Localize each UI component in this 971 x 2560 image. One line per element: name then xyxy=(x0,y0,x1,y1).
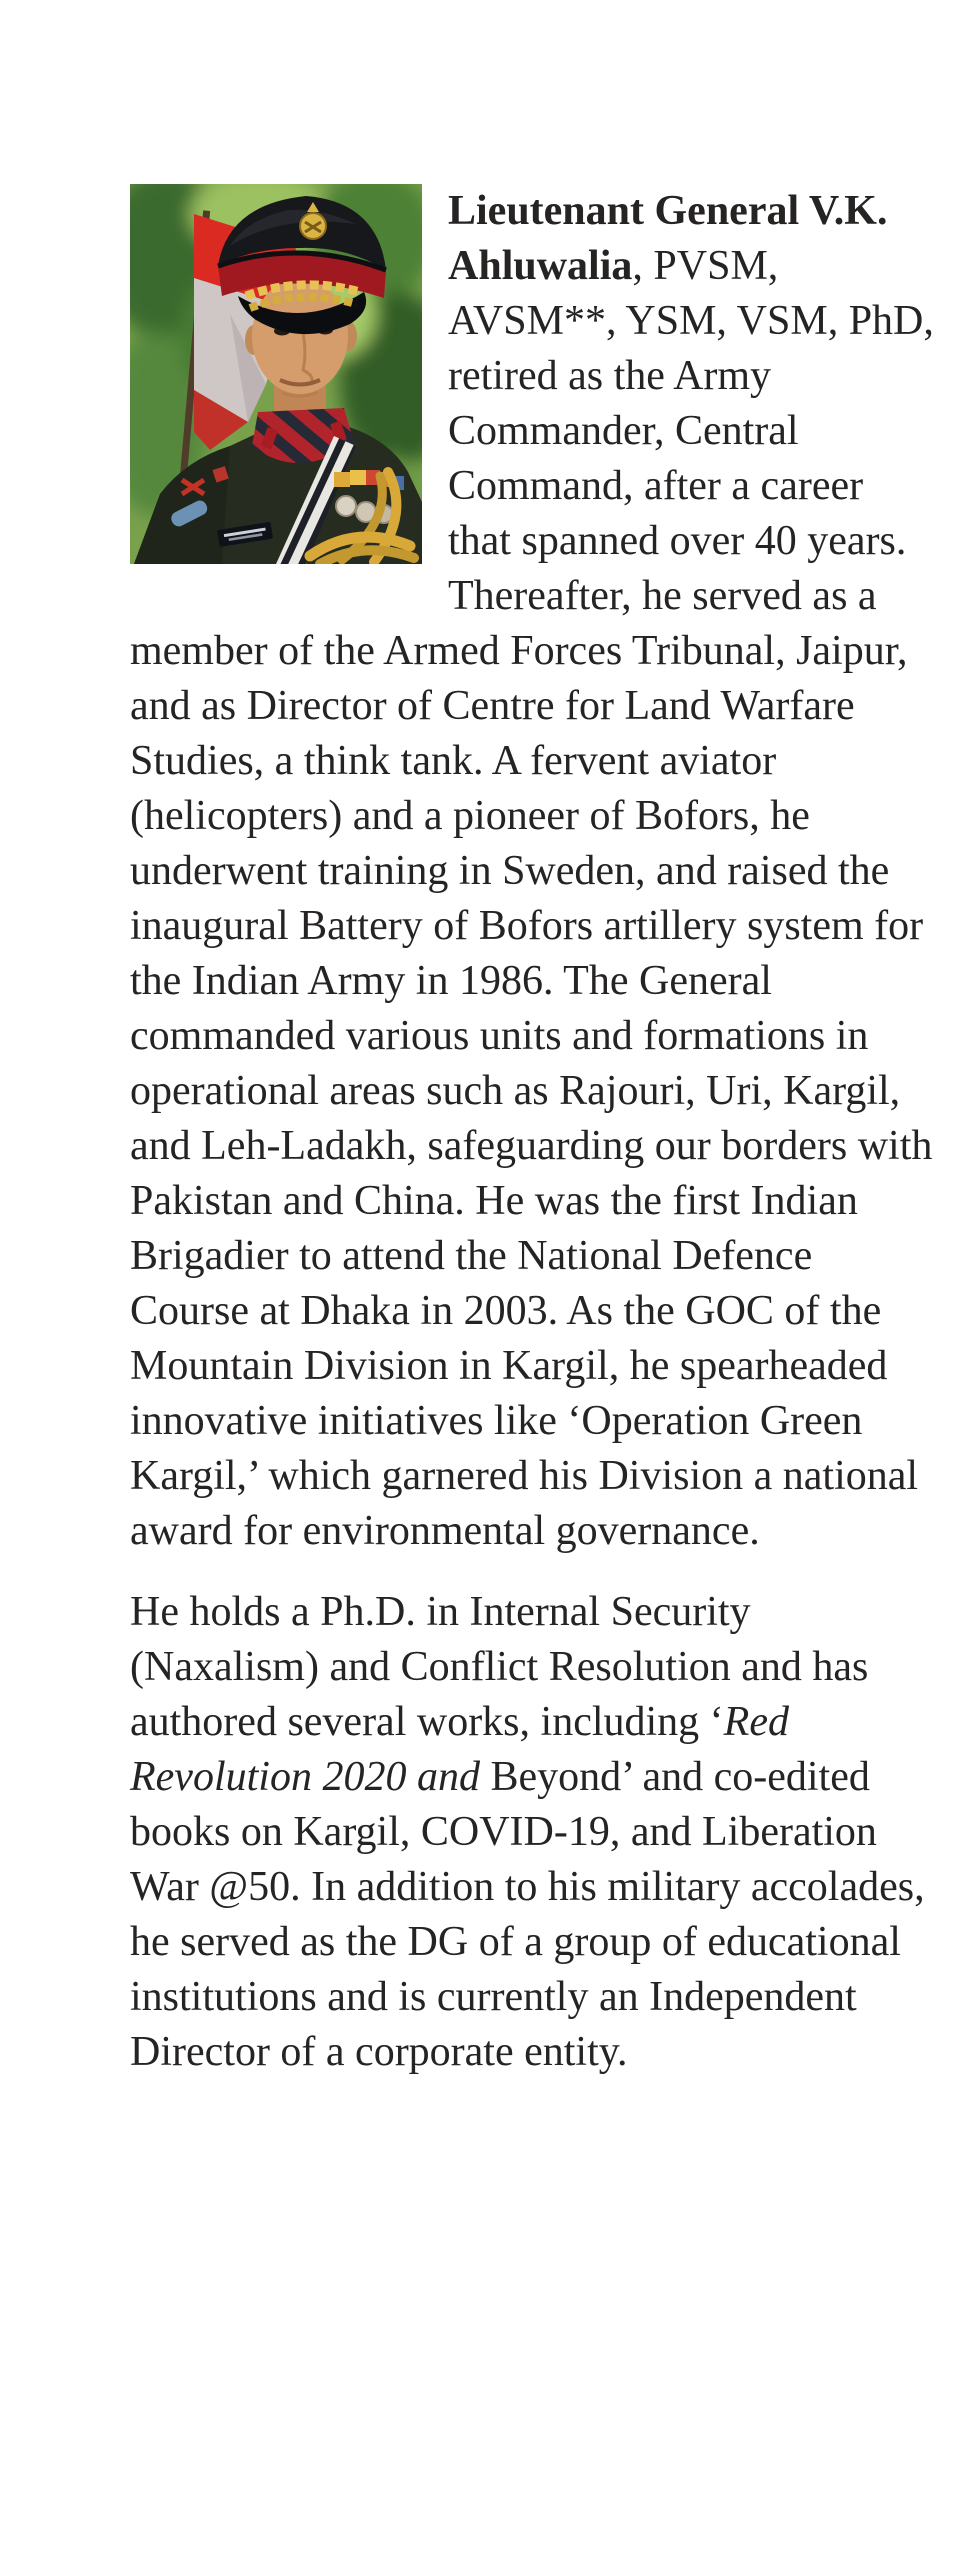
bio-paragraph-2 xyxy=(130,1585,936,2080)
author-bio xyxy=(130,184,936,2080)
portrait-illustration xyxy=(130,184,422,564)
bio-paragraph-1-text: , PVSM, AVSM**, YSM, VSM, PhD, retired as the Army Commander, Central Command, after a career that spanned over 40 years. Thereafter, he served as a member of the Armed Forces Tribunal, Jaipur, and as Director of Centre for Land Warfare Studies, a think tank. A fervent aviator (helicopters) and a pioneer of Bofors, he underwent training in Sweden, and raised the inaugural Battery of Bofors artillery system for the Indian Army in 1986. The General commanded various units and formations in operational areas such as Rajouri, Uri, Kargil, and Leh-Ladakh, safeguarding our borders with Pakistan and China. He was the first Indian Brigadier to attend the National Defence Course at Dhaka in 2003. As the GOC of the Mountain Division in Kargil, he spearheaded innovative initiatives like ‘Operation Green Kargil,’ which garnered his Division a national award for environmental governance. xyxy=(130,243,934,1554)
bio-paragraph-2-text-end: Beyond’ and co-edited books on Kargil, COVID-19, and Liberation War @50. In addition to his military accolades, he served as the DG of a group of educational institutions and is currently an Independent Director of a corporate entity. xyxy=(130,1754,925,2075)
author-photo xyxy=(130,184,422,564)
bio-paragraph-2-text-start: He holds a Ph.D. in Internal Security (Naxalism) and Conflict Resolution and has authored several works, including ‘ xyxy=(130,1589,869,1745)
book-title-italic: Red Revolution 2020 and xyxy=(130,1699,789,1800)
author-name: Lieutenant General V.K. Ahluwalia xyxy=(448,188,888,289)
